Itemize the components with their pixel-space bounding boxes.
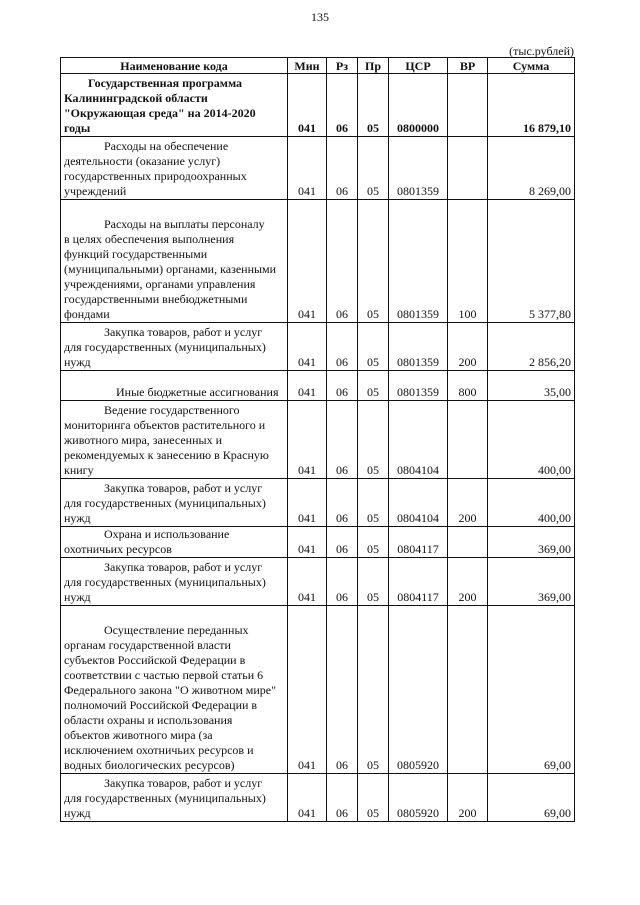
row-name: Закупка товаров, работ и услуг для государственных (муниципальных) нужд (61, 774, 288, 822)
row-min: 041 (288, 401, 327, 479)
header-name: Наименование кода (61, 58, 288, 74)
table-row (61, 371, 575, 401)
header-min: Мин (288, 58, 327, 74)
row-sum: 369,00 (488, 558, 575, 606)
row-sum: 369,00 (488, 527, 575, 558)
row-pr: 05 (358, 137, 389, 200)
row-name: Расходы на обеспечение деятельности (оказание услуг) государственных природоохранных учреждений (61, 137, 288, 200)
row-min: 041 (288, 74, 327, 137)
row-rz: 06 (327, 527, 358, 558)
row-sum: 2 856,20 (488, 323, 575, 371)
row-rz: 06 (327, 323, 358, 371)
row-sum: 16 879,10 (488, 74, 575, 137)
row-pr: 05 (358, 606, 389, 774)
row-rz: 06 (327, 137, 358, 200)
row-sum: 69,00 (488, 774, 575, 822)
row-csr: 0804104 (389, 401, 448, 479)
row-vr: 100 (448, 200, 488, 323)
row-pr: 05 (358, 200, 389, 323)
row-sum: 69,00 (488, 606, 575, 774)
row-vr: 200 (448, 323, 488, 371)
row-rz: 06 (327, 606, 358, 774)
row-csr: 0804117 (389, 558, 448, 606)
row-rz: 06 (327, 74, 358, 137)
row-rz: 06 (327, 479, 358, 527)
row-name: Закупка товаров, работ и услуг для государственных (муниципальных) нужд (61, 323, 288, 371)
header-rz: Рз (327, 58, 358, 74)
header-sum: Сумма (488, 58, 575, 74)
row-min: 041 (288, 606, 327, 774)
row-name: Иные бюджетные ассигнования (61, 371, 288, 401)
header-row (61, 58, 575, 74)
row-sum: 35,00 (488, 371, 575, 401)
table-row (61, 527, 575, 558)
row-name: Закупка товаров, работ и услуг для государственных (муниципальных) нужд (61, 558, 288, 606)
header-csr: ЦСР (389, 58, 448, 74)
row-rz: 06 (327, 774, 358, 822)
table-row (61, 200, 575, 323)
table-row (61, 74, 575, 137)
row-csr: 0800000 (389, 74, 448, 137)
row-min: 041 (288, 323, 327, 371)
table-row (61, 479, 575, 527)
row-vr (448, 401, 488, 479)
row-min: 041 (288, 479, 327, 527)
row-vr (448, 74, 488, 137)
row-pr: 05 (358, 74, 389, 137)
row-pr: 05 (358, 479, 389, 527)
row-csr: 0801359 (389, 137, 448, 200)
row-pr: 05 (358, 558, 389, 606)
row-min: 041 (288, 774, 327, 822)
row-vr (448, 606, 488, 774)
row-rz: 06 (327, 558, 358, 606)
row-name: Расходы на выплаты персоналу в целях обеспечения выполнения функций государственными (муниципальными) органами, казенными учреждениями, органами управления государственными внебюджетными фондами (61, 200, 288, 323)
row-rz: 06 (327, 200, 358, 323)
row-pr: 05 (358, 401, 389, 479)
row-sum: 400,00 (488, 401, 575, 479)
header-pr: Пр (358, 58, 389, 74)
row-sum: 8 269,00 (488, 137, 575, 200)
header-vr: ВР (448, 58, 488, 74)
row-min: 041 (288, 527, 327, 558)
row-name: Охрана и использование охотничьих ресурсов (61, 527, 288, 558)
row-min: 041 (288, 558, 327, 606)
row-sum: 400,00 (488, 479, 575, 527)
row-vr: 200 (448, 774, 488, 822)
page-number: 135 (311, 10, 329, 24)
row-vr: 800 (448, 371, 488, 401)
table-row (61, 558, 575, 606)
row-pr: 05 (358, 371, 389, 401)
row-csr: 0804104 (389, 479, 448, 527)
row-rz: 06 (327, 401, 358, 479)
row-pr: 05 (358, 323, 389, 371)
row-min: 041 (288, 137, 327, 200)
table-row (61, 137, 575, 200)
row-vr: 200 (448, 558, 488, 606)
table-row (61, 323, 575, 371)
row-csr: 0801359 (389, 371, 448, 401)
row-name: Закупка товаров, работ и услуг для государственных (муниципальных) нужд (61, 479, 288, 527)
row-vr (448, 137, 488, 200)
units-label: (тыс.рублей) (509, 44, 574, 58)
row-csr: 0805920 (389, 606, 448, 774)
row-name: Государственная программа Калининградской области "Окружающая среда" на 2014-2020 годы (61, 74, 288, 137)
row-csr: 0805920 (389, 774, 448, 822)
row-csr: 0801359 (389, 200, 448, 323)
row-vr: 200 (448, 479, 488, 527)
table-row (61, 774, 575, 822)
row-rz: 06 (327, 371, 358, 401)
table-row (61, 606, 575, 774)
row-csr: 0801359 (389, 323, 448, 371)
row-min: 041 (288, 371, 327, 401)
row-min: 041 (288, 200, 327, 323)
table-row (61, 401, 575, 479)
row-name: Ведение государственного мониторинга объектов растительного и животного мира, занесенных и рекомендуемых к занесению в Красную книгу (61, 401, 288, 479)
row-name: Осуществление переданных органам государственной власти субъектов Российской Федерации в соответствии с частью первой статьи 6 Федерального закона "О животном мире" полномочий Российской Федерации в области охраны и использования объектов животного мира (за исключением охотничьих ресурсов и водных биологических ресурсов) (61, 606, 288, 774)
row-csr: 0804117 (389, 527, 448, 558)
budget-table (60, 57, 575, 822)
row-vr (448, 527, 488, 558)
row-pr: 05 (358, 527, 389, 558)
row-sum: 5 377,80 (488, 200, 575, 323)
row-pr: 05 (358, 774, 389, 822)
